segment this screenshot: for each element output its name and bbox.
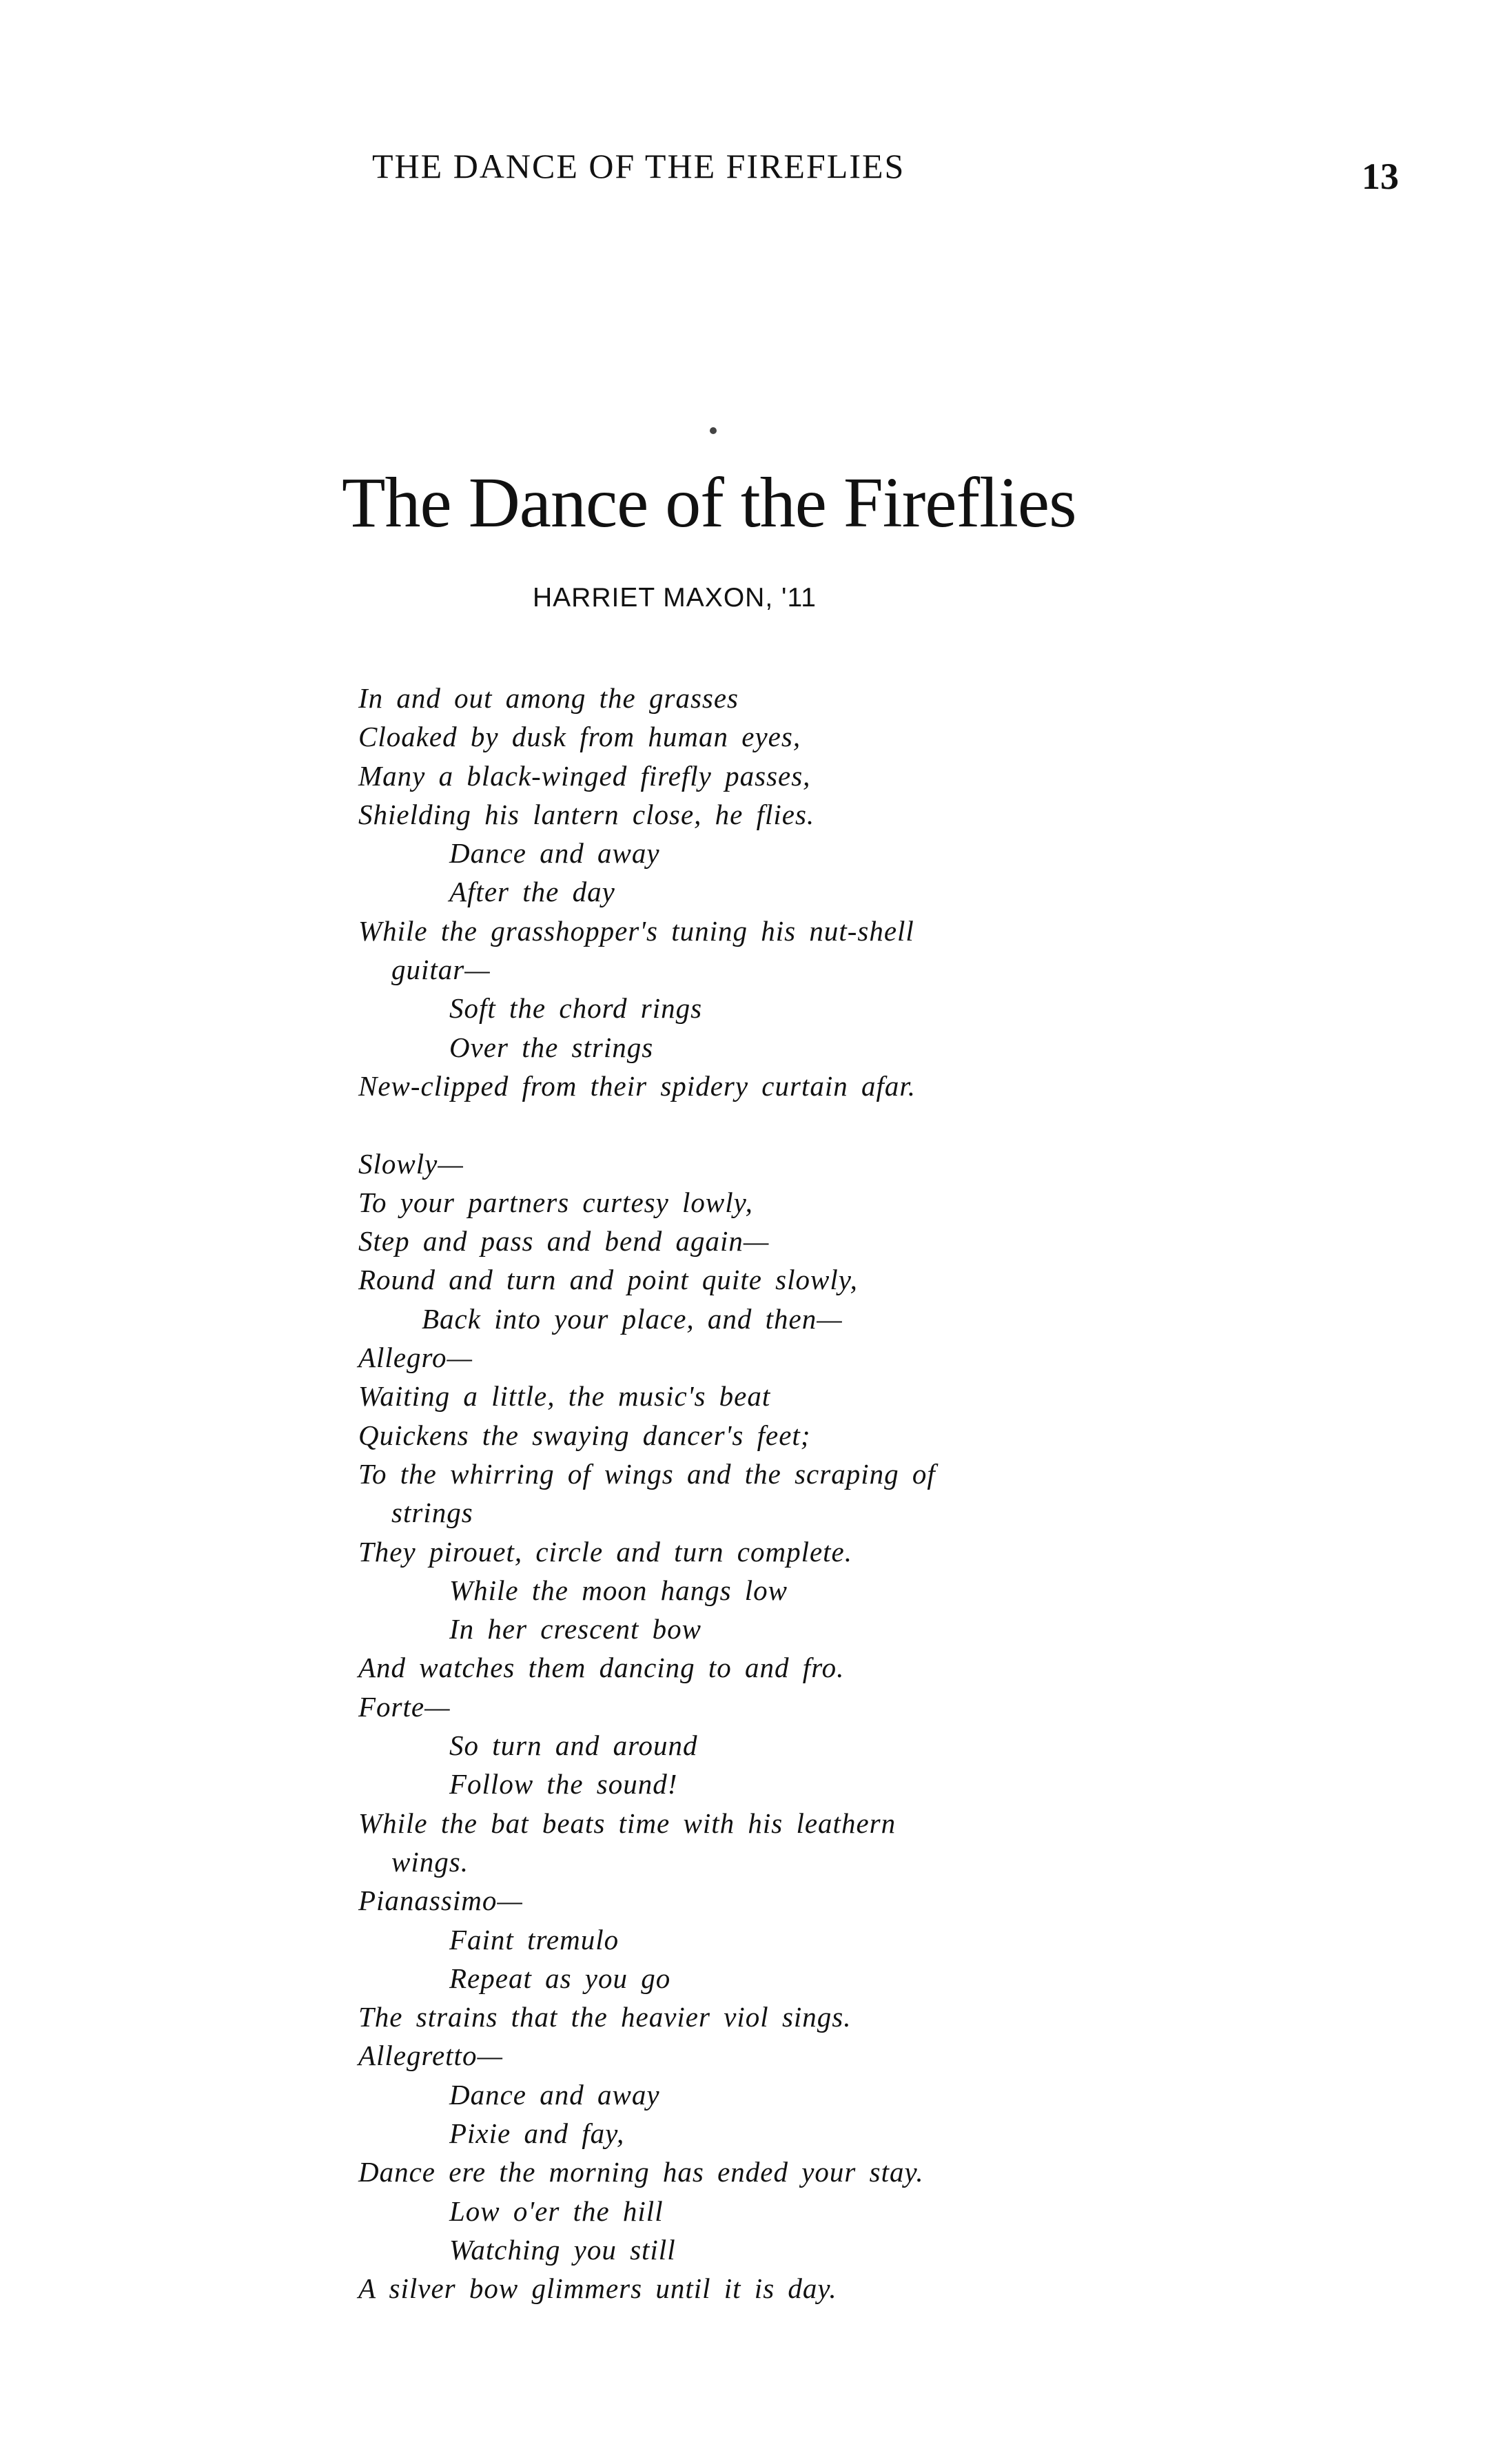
poem-line: So turn and around <box>449 1729 698 1762</box>
poem-line: Cloaked by dusk from human eyes, <box>358 721 801 753</box>
poem-line: They pirouet, circle and turn complete. <box>358 1535 853 1568</box>
poem-line: Step and pass and bend again— <box>358 1225 770 1257</box>
page-number: 13 <box>1362 156 1399 197</box>
poem-line: To your partners curtesy lowly, <box>358 1186 753 1218</box>
poem-line: strings <box>391 1497 473 1529</box>
poem-line: Dance and away <box>449 837 660 870</box>
poem-line: Waiting a little, the music's beat <box>358 1380 771 1413</box>
poem-line: In and out among the grasses <box>358 682 739 714</box>
poem-line: Forte— <box>358 1690 451 1723</box>
poem-line: To the whirring of wings and the scraping of <box>358 1457 936 1490</box>
poem-body <box>358 679 1116 2308</box>
poem-line: Repeat as you go <box>449 1962 671 1994</box>
poem-line: Soft the chord rings <box>449 992 703 1025</box>
poem-line: And watches them dancing to and fro. <box>358 1652 845 1684</box>
poem-title: The Dance of the Fireflies <box>342 463 1076 542</box>
stanza-break <box>358 1105 1116 1144</box>
poem-line: Slowly— <box>358 1147 464 1180</box>
poem-line: Round and turn and point quite slowly, <box>358 1264 858 1296</box>
poem-line: Allegro— <box>358 1342 473 1374</box>
running-head: THE DANCE OF THE FIREFLIES <box>372 147 905 185</box>
poem-line: Faint tremulo <box>449 1923 619 1955</box>
poem-line: The strains that the heavier viol sings. <box>358 2001 852 2033</box>
poem-line: New-clipped from their spidery curtain afar. <box>358 1069 916 1102</box>
poem-line: Watching you still <box>449 2233 676 2266</box>
poem-line: Dance ere the morning has ended your stay. <box>358 2156 924 2188</box>
poem-line: Shielding his lantern close, he flies. <box>358 798 815 830</box>
poem-line: Dance and away <box>449 2078 660 2111</box>
poem-line: In her crescent bow <box>449 1613 701 1645</box>
ornament-dot <box>710 427 717 434</box>
poem-line: A silver bow glimmers until it is day. <box>358 2272 837 2305</box>
poem-line: Pianassimo— <box>358 1885 523 1917</box>
poem-line: Pixie and fay, <box>449 2117 625 2149</box>
poem-line: Over the strings <box>449 1031 654 1063</box>
poem-line: wings. <box>391 1845 469 1878</box>
poem-line: Follow the sound! <box>449 1768 678 1800</box>
poem-line: Many a black-winged firefly passes, <box>358 759 811 792</box>
poem-line: Back into your place, and then— <box>422 1302 843 1335</box>
poem-author: HARRIET MAXON, '11 <box>533 583 817 613</box>
poem-line: guitar— <box>391 954 491 986</box>
poem-line: While the moon hangs low <box>449 1574 788 1606</box>
poem-line: Allegretto— <box>358 2040 503 2072</box>
poem-line: While the grasshopper's tuning his nut-shell <box>358 914 914 947</box>
poem-line: While the bat beats time with his leathern <box>358 1807 896 1839</box>
poem-line: After the day <box>449 876 615 908</box>
poem-line: Low o'er the hill <box>449 2195 664 2227</box>
poem-line: Quickens the swaying dancer's feet; <box>358 1419 811 1451</box>
